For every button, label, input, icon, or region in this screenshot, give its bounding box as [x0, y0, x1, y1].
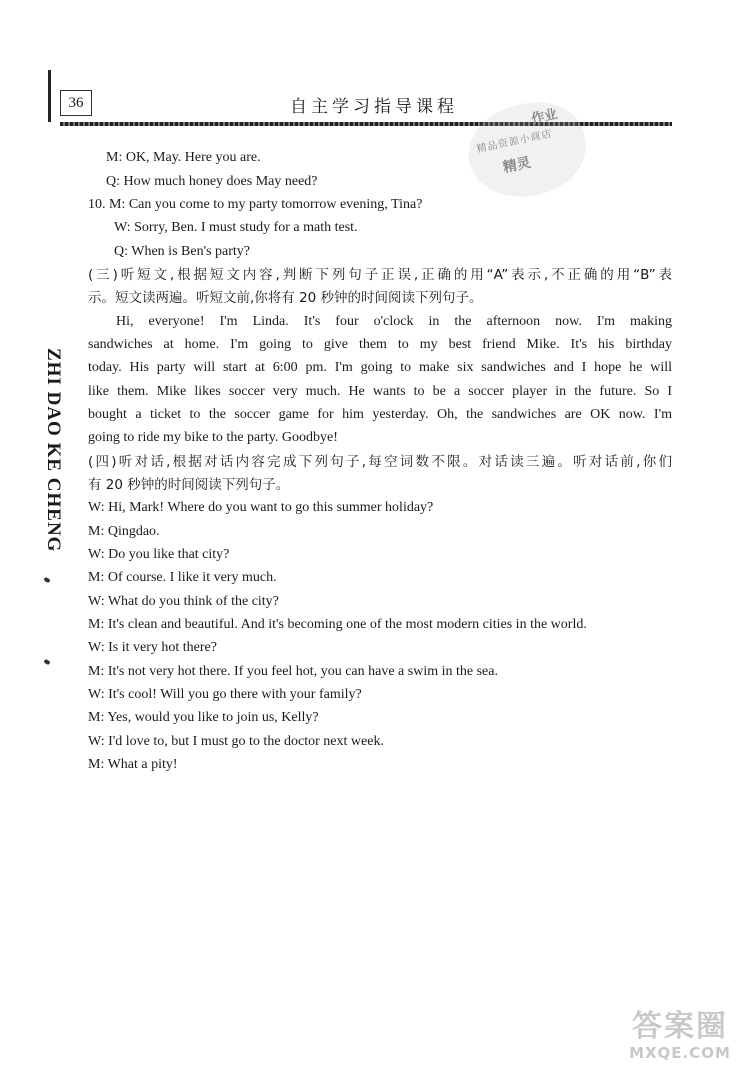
section-instruction: (四)听对话,根据对话内容完成下列句子,每空词数不限。对话读三遍。听对话前,你们 [88, 454, 672, 470]
dialogue-line: M: Qingdao. [88, 524, 160, 539]
site-watermark [616, 1010, 744, 1066]
dialogue-line: M: Of course. I like it very much. [88, 570, 277, 585]
dialogue-line: W: It's cool! Will you go there with your family? [88, 687, 362, 702]
page-header [60, 86, 672, 124]
dialogue-line: W: Do you like that city? [88, 547, 230, 562]
left-margin-bar [48, 70, 51, 122]
passage-line: Hi, everyone! I'm Linda. It's four o'clock in the afternoon now. I'm making [116, 314, 672, 329]
text-line: 10. M: Can you come to my party tomorrow evening, Tina? [88, 197, 423, 212]
dialogue-line: M: What a pity! [88, 757, 178, 772]
text-line: Q: How much honey does May need? [106, 174, 318, 189]
section-instruction: 示。短文读两遍。听短文前,你将有 20 秒钟的时间阅读下列句子。 [88, 290, 483, 306]
passage-line: like them. Mike likes soccer very much. He wants to be a soccer player in the future. So I [88, 384, 672, 399]
watermark-url: MXQE.COM [629, 1044, 731, 1062]
dialogue-line: M: It's clean and beautiful. And it's becoming one of the most modern cities in the world. [88, 617, 587, 632]
dialogue-line: M: It's not very hot there. If you feel hot, you can have a swim in the sea. [88, 664, 498, 679]
dialogue-line: W: I'd love to, but I must go to the doctor next week. [88, 734, 384, 749]
dialogue-line: M: Yes, would you like to join us, Kelly? [88, 710, 319, 725]
text-line: Q: When is Ben's party? [114, 244, 251, 259]
text-line: M: OK, May. Here you are. [106, 150, 261, 165]
dialogue-line: W: Is it very hot there? [88, 640, 217, 655]
page-number: 36 [60, 90, 92, 116]
dialogue-line: W: Hi, Mark! Where do you want to go this summer holiday? [88, 500, 434, 515]
section-instruction: 有 20 秒钟的时间阅读下列句子。 [88, 477, 290, 493]
passage-line: bought a ticket to the soccer game for him yesterday. Oh, the sandwiches are OK now. I'm [88, 407, 672, 422]
header-title: 自主学习指导课程 [290, 97, 458, 117]
dialogue-line: W: What do you think of the city? [88, 594, 279, 609]
side-vertical-text: ZHI DAO KE CHENG [43, 348, 64, 553]
section-instruction: (三)听短文,根据短文内容,判断下列句子正误,正确的用“A”表示,不正确的用“B”表 [88, 267, 672, 283]
passage-line: going to ride my bike to the party. Goodbye! [88, 430, 338, 445]
stamp-line-3: 精灵 [501, 154, 533, 177]
margin-mark [43, 659, 50, 665]
passage-line: today. His party will start at 6:00 pm. I'm going to make six sandwiches and I hope he will [88, 360, 672, 375]
stamp-line-1: 作业 [530, 107, 559, 128]
watermark-logo-text: 答案圈 [632, 1009, 728, 1044]
stamp-line-2: 精品资源小商店 [475, 128, 554, 156]
passage-line: sandwiches at home. I'm going to give them to my best friend Mike. It's his birthday [88, 337, 672, 352]
margin-mark [43, 577, 50, 583]
text-line: W: Sorry, Ben. I must study for a math test. [114, 220, 358, 235]
